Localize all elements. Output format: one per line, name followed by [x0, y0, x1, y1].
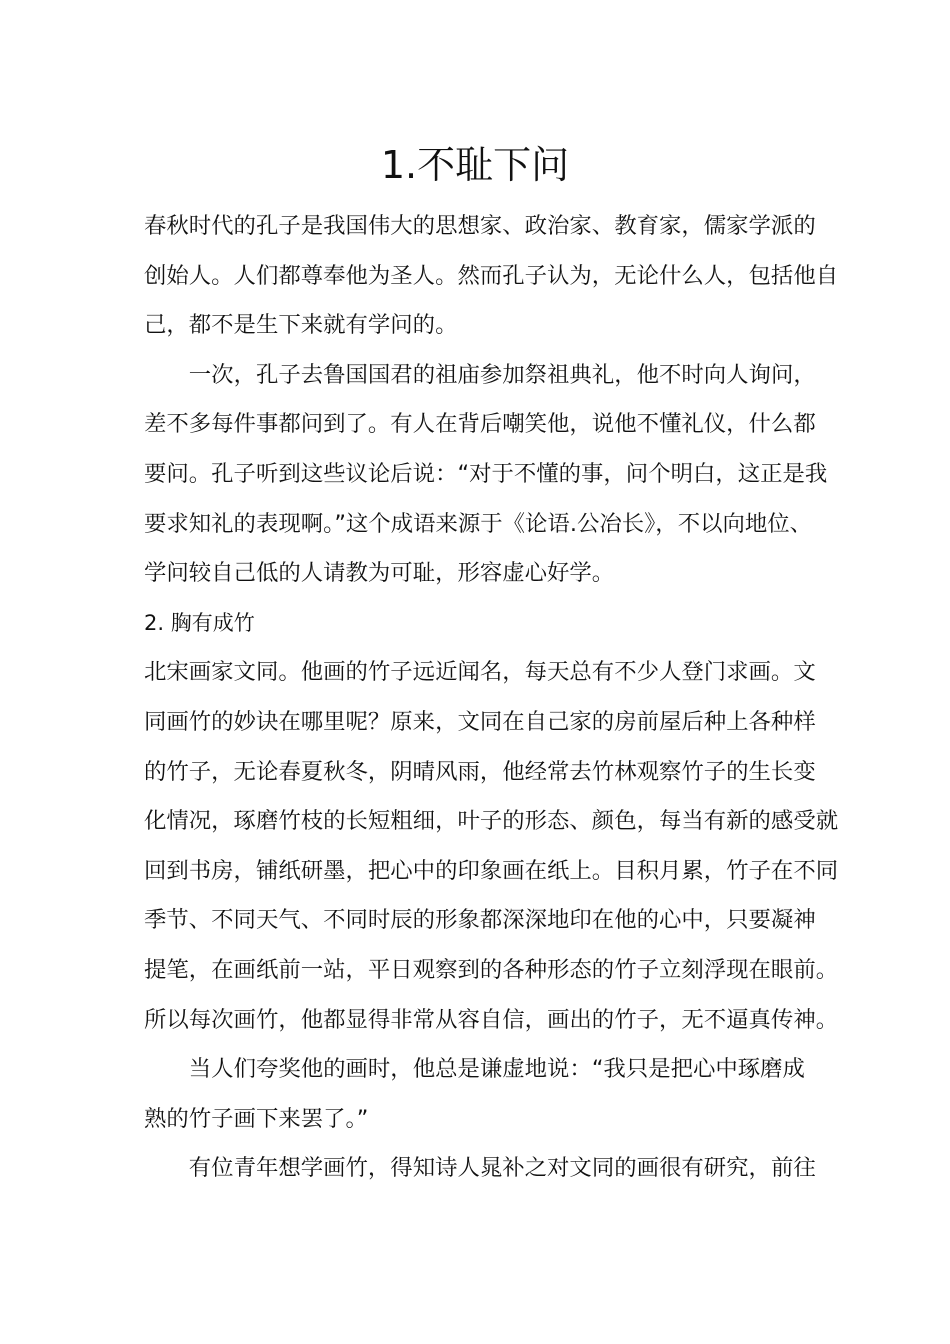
text-line: 同画竹的妙诀在哪里呢？原来，文同在自己家的房前屋后种上各种样	[144, 708, 816, 735]
section-heading: 2. 胸有成竹	[144, 610, 255, 635]
text-line: 北宋画家文同。他画的竹子远近闻名，每天总有不少人登门求画。文	[144, 659, 816, 686]
text-line: 一次，孔子去鲁国国君的祖庙参加祭祖典礼，他不时向人询问，	[188, 361, 816, 388]
text-line: 熟的竹子画下来罢了。”	[144, 1105, 369, 1132]
document-body	[144, 202, 839, 1194]
text-line: 差不多每件事都问到了。有人在背后嘲笑他，说他不懂礼仪，什么都	[144, 411, 816, 438]
text-line: 创始人。人们都尊奉他为圣人。然而孔子认为，无论什么人，包括他自	[144, 262, 839, 289]
text-line: 有位青年想学画竹，得知诗人晁补之对文同的画很有研究，前往	[188, 1155, 816, 1182]
text-line: 要求知礼的表现啊。”这个成语来源于《论语.公冶长》，不以向地位、	[144, 510, 813, 537]
text-line: 季节、不同天气、不同时辰的形象都深深地印在他的心中，只要凝神	[144, 907, 816, 934]
text-line: 己，都不是生下来就有学问的。	[144, 312, 458, 339]
text-line: 当人们夸奖他的画时，他总是谦虚地说：“我只是把心中琢磨成	[188, 1056, 805, 1083]
paragraph-praise	[144, 1045, 816, 1144]
paragraph-story	[144, 351, 828, 599]
text-line: 春秋时代的孔子是我国伟大的思想家、政治家、教育家，儒家学派的	[144, 213, 816, 239]
text-line: 学问较自己低的人请教为可耻，形容虚心好学。	[144, 560, 615, 587]
text-line: 所以每次画竹，他都显得非常从容自信，画出的竹子，无不逼真传神。	[144, 1006, 839, 1033]
text-line: 回到书房，铺纸研墨，把心中的印象画在纸上。目积月累，竹子在不同	[144, 857, 839, 884]
page-title: 1.不耻下问	[380, 143, 570, 187]
text-line: 化情况，琢磨竹枝的长短粗细，叶子的形态、颜色，每当有新的感受就	[144, 808, 839, 835]
text-line: 提笔，在画纸前一站，平日观察到的各种形态的竹子立刻浮现在眼前。	[144, 956, 839, 983]
text-line: 的竹子，无论春夏秋冬，阴晴风雨，他经常去竹林观察竹子的生长变	[144, 758, 816, 785]
paragraph-youth	[144, 1144, 816, 1194]
paragraph-intro	[144, 202, 839, 351]
text-line: 要问。孔子听到这些议论后说：“对于不懂的事，问个明白，这正是我	[144, 460, 828, 487]
paragraph-wentong	[144, 648, 839, 1045]
